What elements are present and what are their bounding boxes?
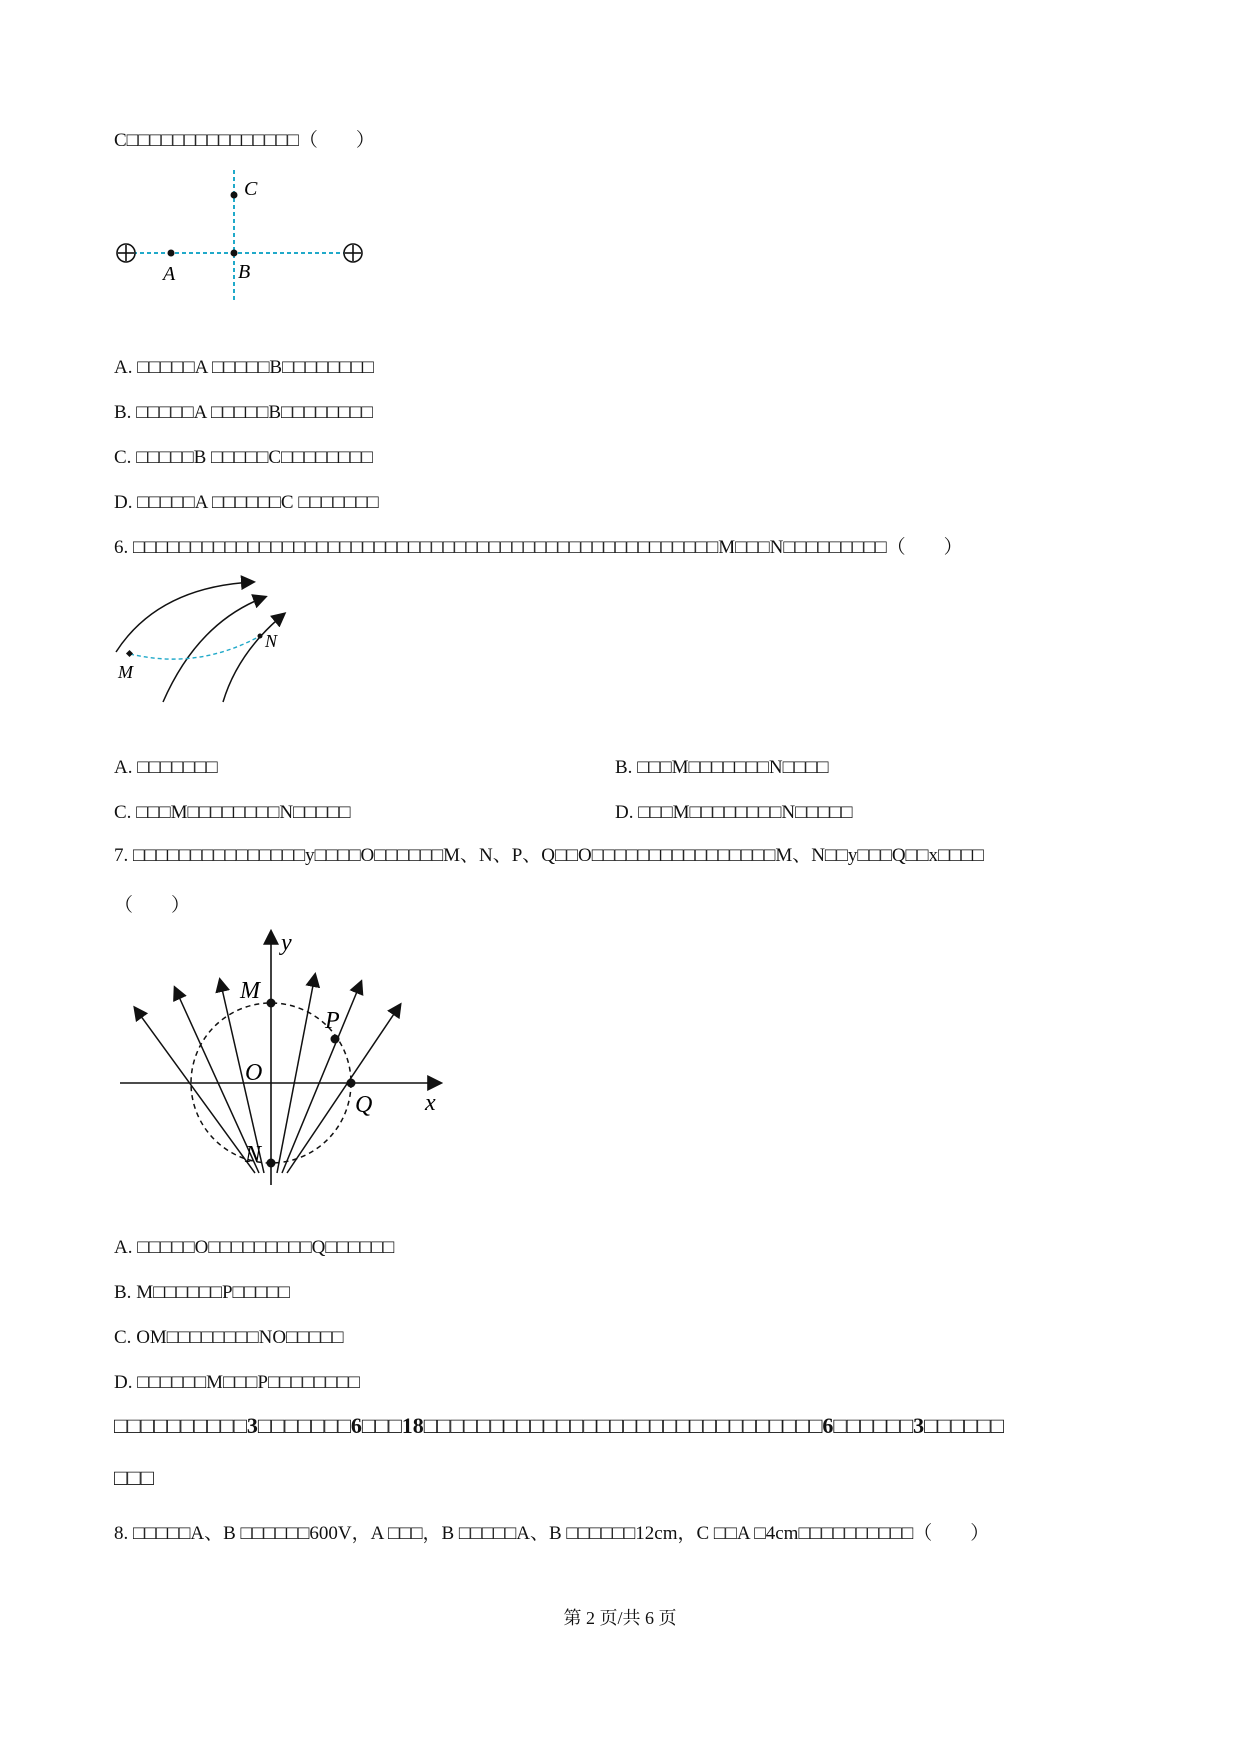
point-m: [267, 999, 276, 1008]
q7-figure: [115, 920, 445, 1190]
q5-option-d: D. □□□□□A □□□□□□C □□□□□□□: [114, 492, 379, 513]
point-c: [231, 192, 238, 199]
section-heading-line2: □□□: [114, 1465, 154, 1490]
point-q: [347, 1079, 356, 1088]
label-p: P: [325, 1008, 340, 1034]
q5-intro-tail: C□□□□□□□□□□□□□□□（ ）: [114, 130, 375, 151]
q7-option-c: C. OM□□□□□□□□NO□□□□□: [114, 1327, 344, 1348]
positive-charge-left: [117, 244, 135, 262]
label-n: N: [265, 631, 278, 651]
q5-option-b: B. □□□□□A □□□□□B□□□□□□□□: [114, 402, 373, 423]
label-m: M: [240, 978, 260, 1004]
label-a: A: [163, 263, 176, 285]
label-x: x: [425, 1090, 436, 1116]
page-footer: 第 2 页/共 6 页: [563, 1608, 677, 1628]
q5-figure: [108, 150, 488, 320]
q7-option-b: B. M□□□□□□P□□□□□: [114, 1282, 290, 1303]
q6-figure: [108, 562, 328, 712]
point-n: [267, 1159, 276, 1168]
point-m: [126, 650, 133, 657]
label-o: O: [245, 1060, 263, 1086]
label-y: y: [281, 930, 292, 956]
q7-option-a: A. □□□□□O□□□□□□□□□Q□□□□□□: [114, 1237, 395, 1258]
q5-option-a: A. □□□□□A □□□□□B□□□□□□□□: [114, 357, 374, 378]
q6-option-a: A. □□□□□□□: [114, 757, 218, 778]
q6-option-b: B. □□□M□□□□□□□N□□□□: [615, 757, 829, 778]
label-q: Q: [355, 1092, 373, 1118]
q7-stem-line1: 7. □□□□□□□□□□□□□□□y□□□□O□□□□□□M、N、P、Q□□O□□□□□□□□□□□□□□□□M、N□□y□□□Q□□x□□□□: [114, 845, 984, 866]
section-heading-line1: □□□□□□□□□□3□□□□□□□6□□□18□□□□□□□□□□□□□□□□□□□□□□□□□□□□□□6□□□□□□3□□□□□□: [114, 1413, 1004, 1438]
positive-charge-right: [344, 244, 362, 262]
q7-option-d: D. □□□□□□M□□□P□□□□□□□□: [114, 1372, 360, 1393]
q5-option-c: C. □□□□□B □□□□□C□□□□□□□□: [114, 447, 373, 468]
point-n: [258, 634, 263, 639]
point-a: [168, 250, 175, 257]
point-p: [331, 1035, 340, 1044]
q8-stem: 8. □□□□□A、B □□□□□□600V，A □□□，B □□□□□A、B □□□□□□12cm，C □□A □4cm□□□□□□□□□□（ ）: [114, 1523, 990, 1544]
label-m: M: [118, 662, 133, 682]
q6-option-d: D. □□□M□□□□□□□□N□□□□□: [615, 802, 853, 823]
q6-stem: 6. □□□□□□□□□□□□□□□□□□□□□□□□□□□□□□□□□□□□□□□□□□□□□□□□□□□M□□□N□□□□□□□□□（ ）: [114, 537, 963, 558]
label-c: C: [244, 178, 258, 200]
point-b: [231, 250, 238, 257]
label-b: B: [238, 261, 251, 283]
q7-stem-line2: （ ）: [114, 895, 191, 916]
q6-option-c: C. □□□M□□□□□□□□N□□□□□: [114, 802, 351, 823]
label-n: N: [245, 1142, 262, 1168]
